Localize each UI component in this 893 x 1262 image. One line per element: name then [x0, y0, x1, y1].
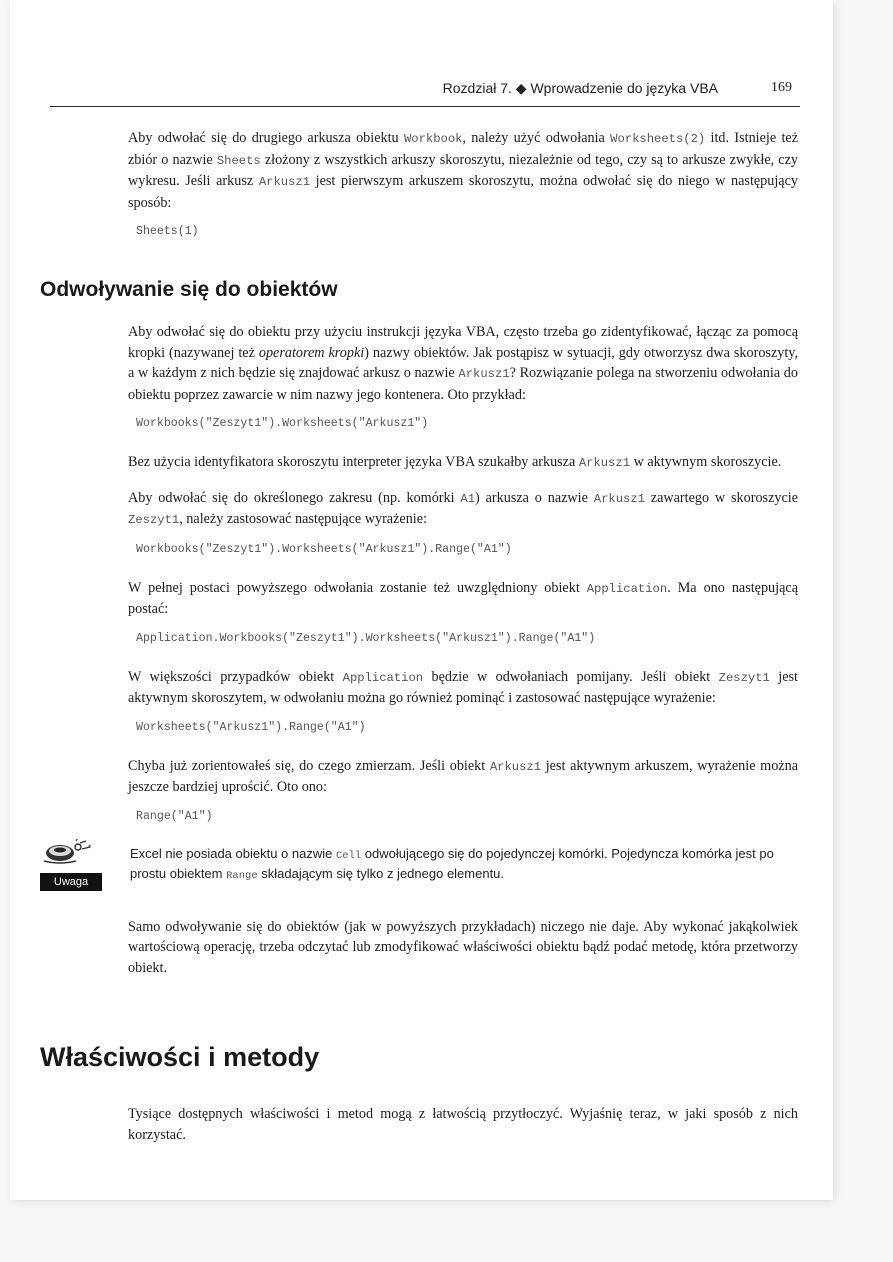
- text: odwołującego się do pojedynczej komórki. Pojedyncza komórka jest po prostu obiektem: [130, 845, 774, 881]
- inline-code: Arkusz1: [593, 491, 645, 506]
- text: itd. Istnieje też zbiór o nazwie: [128, 130, 798, 168]
- paragraph-7: [128, 756, 798, 798]
- inline-code: Arkusz1: [489, 759, 542, 774]
- running-header: [50, 70, 800, 107]
- text: składającym się tylko z jednego elementu.: [257, 865, 505, 881]
- code-worksheets-range: Worksheets("Arkusz1").Range("A1"): [136, 720, 366, 734]
- content-block-3: [128, 1104, 798, 1157]
- paragraph-1: [128, 128, 798, 213]
- note-text: [128, 845, 798, 885]
- text: jest aktywnym skoroszytem, w odwołaniu można go również pominąć i zastosować następujące wyrażenie:: [128, 668, 798, 706]
- emphasis: operatorem kropki: [258, 344, 365, 361]
- text: w aktywnym skoroszycie.: [630, 454, 782, 470]
- inline-code: Arkusz1: [458, 367, 510, 381]
- svg-text:*: *: [88, 842, 92, 853]
- text: będzie w odwołaniach pomijany. Jeśli obiekt: [423, 668, 719, 685]
- chapter-title: Rozdział 7. ◆ Wprowadzenie do języka VBA: [442, 80, 718, 96]
- text: Chyba już zorientowałeś się, do czego zmierzam. Jeśli obiekt: [128, 757, 490, 774]
- note-box: [53, 842, 798, 903]
- text: ) nazwy obiektów. Jak postąpisz w sytuacji, gdy otworzysz dwa skoroszyty, a w każdym z nich będzie się znajdować arkusz o nazwie: [128, 344, 798, 381]
- text: zawartego w skoroszycie: [644, 489, 798, 506]
- text: jest aktywnym arkuszem, wyrażenie można jeszcze bardziej uprościć. Oto ono:: [128, 757, 798, 795]
- inline-code: Arkusz1: [258, 175, 311, 189]
- inline-code: Range: [226, 869, 258, 882]
- paragraph-8: Samo odwoływanie się do obiektów (jak w powyższych przykładach) niczego nie daje. Aby wykonać jakąkolwiek wartościową operację, trzeba odczytać lub zmodyfikować właściwości obiektu bądź podać metodę, która przetworzy obiekt.: [128, 918, 798, 976]
- text: Excel nie posiada obiektu o nazwie: [130, 845, 336, 861]
- text: W większości przypadków obiekt: [128, 668, 343, 685]
- code-workbooks-worksheets: Workbooks("Zeszyt1").Worksheets("Arkusz1"): [136, 417, 429, 430]
- note-label: Uwaga: [40, 873, 102, 891]
- page-number: 169: [771, 80, 792, 95]
- text: , należy zastosować następujące wyrażenie:: [179, 511, 427, 527]
- inline-code: Cell: [335, 849, 362, 862]
- section-heading-references: Odwoływanie się do obiektów: [40, 278, 338, 301]
- code-range-a1: Workbooks("Zeszyt1").Worksheets("Arkusz1").Range("A1"): [136, 542, 512, 556]
- inline-code: Arkusz1: [578, 456, 631, 470]
- section-heading-properties-methods: Właściwości i metody: [40, 1042, 320, 1072]
- text: . Ma ono następującą postać:: [128, 579, 798, 617]
- inline-code: A1: [460, 491, 476, 506]
- code-application-full: Application.Workbooks("Zeszyt1").Worksheets("Arkusz1").Range("A1"): [136, 631, 596, 645]
- inline-code: Worksheets(2): [610, 132, 706, 146]
- content-block-1: [128, 128, 798, 260]
- paragraph-9: Tysiące dostępnych właściwości i metod mogą z łatwością przytłoczyć. Wyjaśnię teraz, w jaki sposób z nich korzystać.: [128, 1106, 798, 1143]
- text: jest pierwszym arkuszem skoroszytu, można odwołać się do niego w następujący sposób:: [128, 173, 798, 211]
- text: ) arkusza o nazwie: [475, 489, 594, 506]
- text: Aby odwołać się do określonego zakresu (np. komórki: [128, 489, 461, 506]
- code-range-only: Range("A1"): [136, 809, 213, 823]
- inline-code: Workbook: [403, 132, 463, 146]
- paragraph-5: [128, 578, 798, 620]
- inline-code: Application: [586, 581, 668, 596]
- paragraph-4: [128, 488, 798, 531]
- inline-code: Application: [342, 670, 424, 685]
- code-sheets: Sheets(1): [136, 225, 199, 238]
- paragraph-2: [128, 322, 798, 405]
- book-page: [10, 0, 833, 1200]
- paragraph-6: [128, 667, 798, 709]
- inline-code: Zeszyt1: [128, 513, 180, 527]
- text: Aby odwołać się do obiektu przy użyciu instrukcji języka VBA, często trzeba go zidentyfikować, łącząc za pomocą kropki (nazywanej też: [128, 324, 798, 361]
- text: ? Rozwiązanie polega na stworzeniu odwołania do obiektu poprzez zawarcie w nim nazwy jego kontenera. Oto przykład:: [128, 365, 798, 403]
- text: W pełnej postaci powyższego odwołania zostanie też uwzględniony obiekt: [128, 579, 587, 596]
- content-block-2: [53, 322, 798, 990]
- text: , należy użyć odwołania: [462, 130, 611, 146]
- inline-code: Zeszyt1: [718, 670, 770, 685]
- text: Bez użycia identyfikatora skoroszytu interpreter języka VBA szukałby arkusza: [128, 454, 579, 470]
- inline-code: Sheets: [216, 153, 261, 168]
- text: złożony z wszystkich arkuszy skoroszytu, niezależnie od tego, czy są to arkusze zwykłe, czy wykresu. Jeśli arkusz: [128, 151, 798, 189]
- text: Aby odwołać się do drugiego arkusza obiektu: [128, 130, 404, 146]
- paragraph-3: [128, 452, 798, 474]
